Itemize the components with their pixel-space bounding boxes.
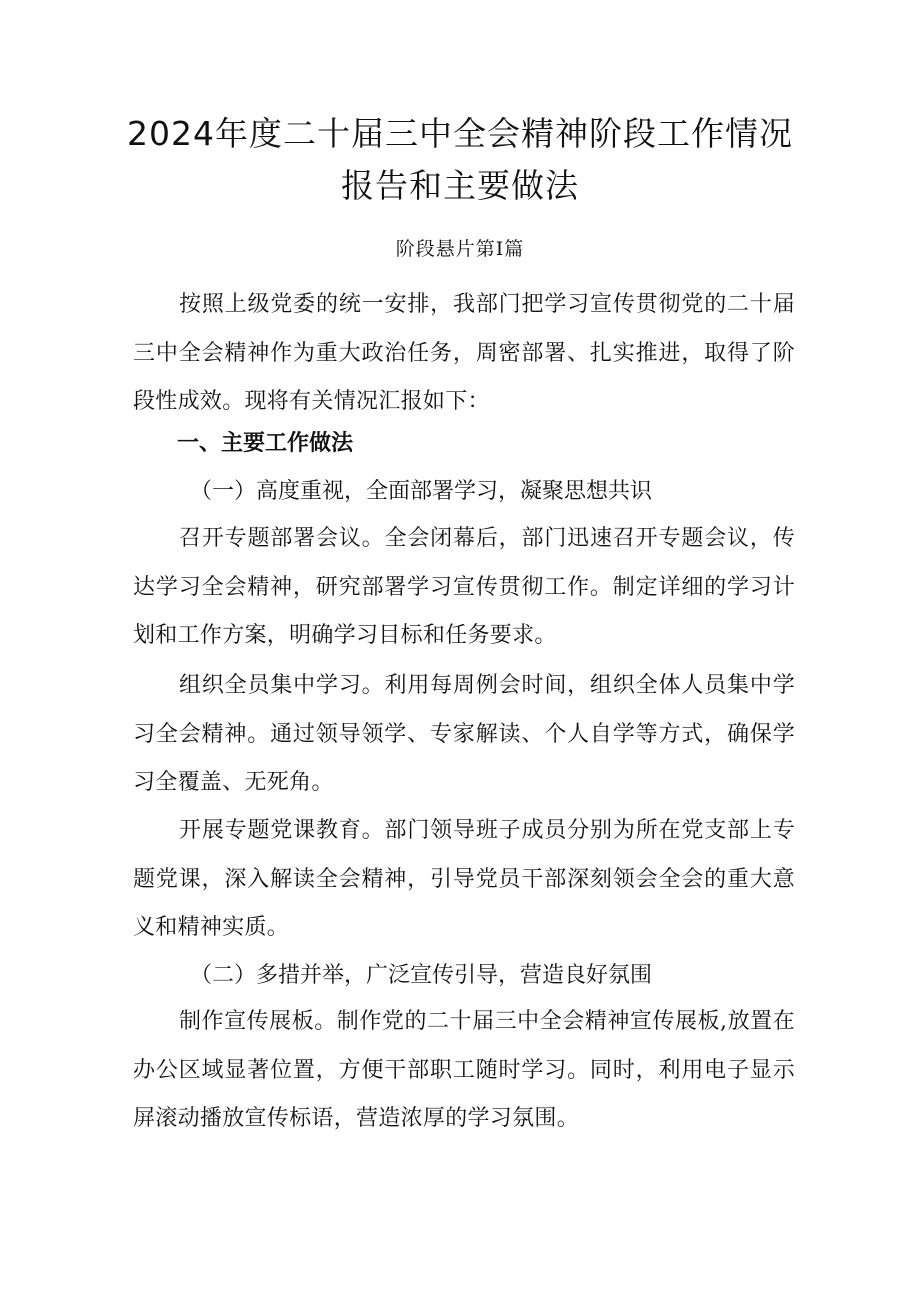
section-heading-1: 一、主要工作做法 (177, 431, 354, 456)
document-title: 2024年度二十届三中全会精神阶段工作情况报告和主要做法 (127, 114, 793, 205)
document-subtitle: 阶段悬片第Ⅰ篇 (395, 238, 525, 260)
paragraph-party-lesson: 开展专题党课教育。部门领导班子成员分别为所在党支部上专题党课，深入解读全会精神，引导党员干部深刻领会全会的重大意义和精神实质。 (133, 818, 795, 940)
subsection-heading-1: （一）高度重视，全面部署学习，凝聚思想共识 (190, 479, 653, 504)
paragraph-group-study: 组织全员集中学习。利用每周例会时间，组织全体人员集中学习全会精神。通过领导领学、专家解读、个人自学等方式，确保学习全覆盖、无死角。 (133, 673, 795, 795)
paragraph-meeting: 召开专题部署会议。全会闭幕后，部门迅速召开专题会议，传达学习全会精神，研究部署学习宣传贯彻工作。制定详细的学习计划和工作方案，明确学习目标和任务要求。 (133, 526, 795, 648)
subsection-heading-2: （二）多措并举，广泛宣传引导，营造良好氛围 (190, 963, 653, 988)
intro-paragraph: 按照上级党委的统一安排，我部门把学习宣传贯彻党的二十届三中全会精神作为重大政治任务，周密部署、扎实推进，取得了阶段性成效。现将有关情况汇报如下： (133, 292, 795, 414)
paragraph-display-board: 制作宣传展板。制作党的二十届三中全会精神宣传展板,放置在办公区域显著位置，方便干部职工随时学习。同时，利用电子显示屏滚动播放宣传标语，营造浓厚的学习氛围。 (133, 1009, 795, 1131)
